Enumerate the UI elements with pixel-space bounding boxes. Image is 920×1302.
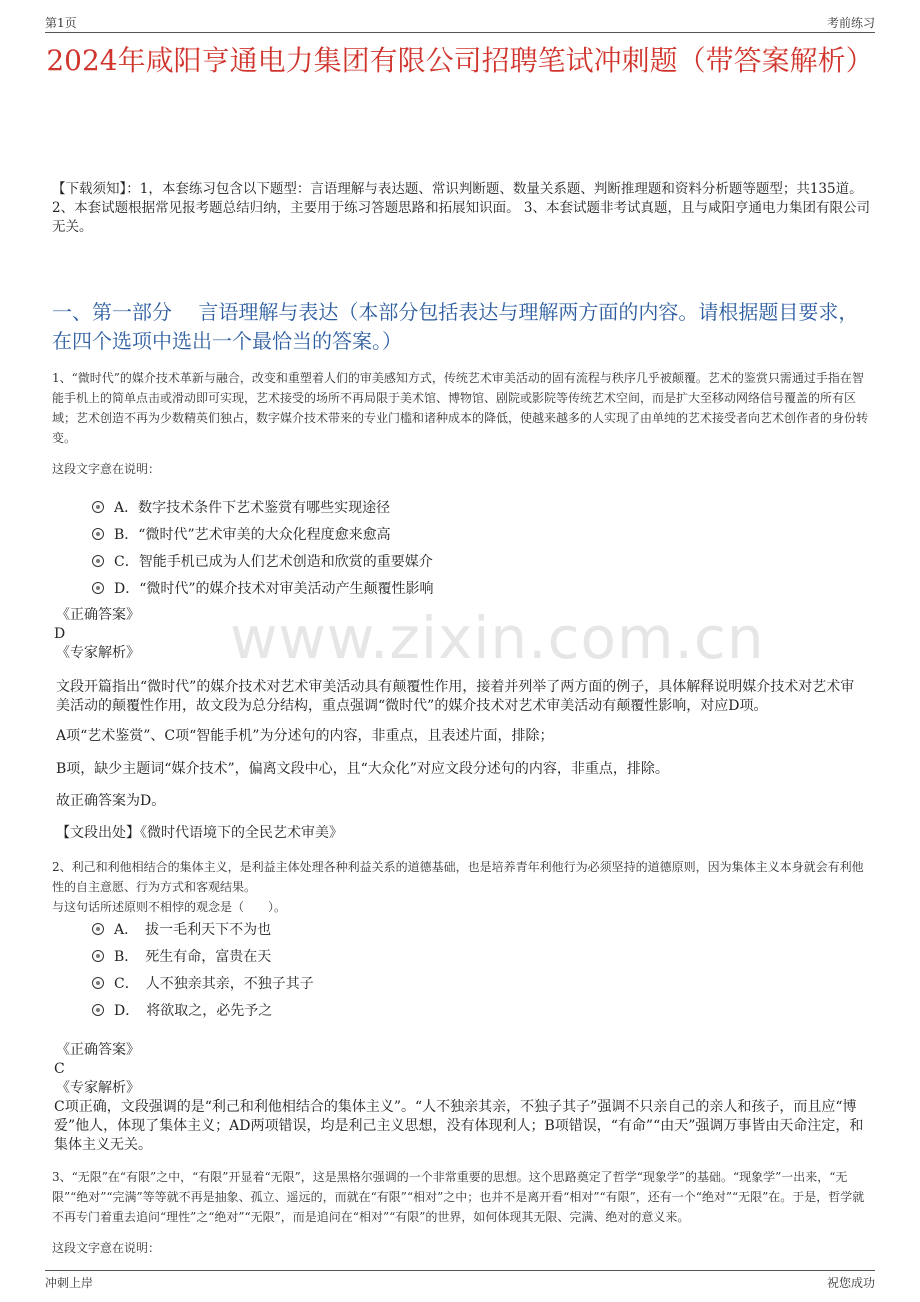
footer-right: 祝您成功 [826,1276,875,1290]
radio-icon[interactable] [92,950,104,962]
radio-icon[interactable] [92,582,104,594]
answer-label: 《正确答案》 [56,1042,140,1058]
analysis-paragraph: A项“艺术鉴赏”、C项“智能手机”为分述句的内容，非重点，且表述片面，排除； [56,728,554,744]
analysis-paragraph: 故正确答案为D。 [56,793,166,809]
answer-value: C [54,1061,65,1077]
question-2-ask: 与这句话所述原则不相悖的观念是（ ）。 [52,900,287,914]
analysis-paragraph: B项，缺少主题词“媒介技术”，偏离文段中心，且“大众化”对应文段分述句的内容，非重点，排除。 [56,761,669,777]
analysis-label: 《专家解析》 [56,1080,140,1096]
download-notice: 【下载须知】：1，本套练习包含以下题型：言语理解与表达题、常识判断题、数量关系题、判断推理题和资料分析题等题型；共135道。 2、本套试题根据常见报考题总结归纳，主要用于练习答题思路和拓展知识面。 3、本套试题非考试真题，且与咸阳亨通电力集团有限公司无关。 [52,181,870,235]
question-2-option-c[interactable]: C． 人不独亲其亲，不独子其子 [92,973,314,993]
analysis-paragraph: 文段开篇指出“微时代”的媒介技术对艺术审美活动具有颠覆性作用，接着并列举了两方面的例子，具体解释说明媒介技术对艺术审美活动的颠覆性作用，故文段为总分结构，重点强调“微时代”的媒介技术对艺术审美活动有颠覆性影响，对应D项。 [56,679,855,714]
question-3-ask: 这段文字意在说明： [52,1241,161,1255]
answer-value: D [54,626,66,642]
radio-icon[interactable] [92,977,104,989]
analysis-label: 《专家解析》 [56,645,140,661]
header-label: 考前练习 [826,16,875,30]
question-2-option-a[interactable]: A． 拔一毛利天下不为也 [92,919,271,939]
answer-label: 《正确答案》 [56,607,140,623]
question-2-stem: 2、利己和利他相结合的集体主义，是利益主体处理各种利益关系的道德基础，也是培养青年利他行为必须坚持的道德原则，因为集体主义本身就会有利他性的自主意愿、行为方式和客观结果。 [52,860,864,894]
question-3-stem: 3、“无限”在“有限”之中，“有限”开显着“无限”，这是黑格尔强调的一个非常重要的思想。这个思路奠定了哲学“现象学”的基础。“现象学”一出来，“无限”“绝对”“完满”等等就不再是抽象、孤立、遥远的，而就在“有限”“相对”之中；也并不是离开看“相对”“有限”，还有一个“绝对”“无限”在。于是，哲学就不再专门着重去追问“理性”之“绝对”“无限”，而是追问在“相对”“有限”的世界，如何体现其无限、完满、绝对的意义来。 [52,1170,865,1224]
radio-icon[interactable] [92,528,104,540]
question-2-option-d[interactable]: D． 将欲取之，必先予之 [92,1000,272,1020]
page-footer [45,1270,875,1291]
page-header [45,12,875,33]
question-1-option-b[interactable]: B．“微时代”艺术审美的大众化程度愈来愈高 [92,524,391,544]
radio-icon[interactable] [92,1004,104,1016]
section-heading: 一、第一部分 言语理解与表达（本部分包括表达与理解两方面的内容。请根据题目要求，在四个选项中选出一个最恰当的答案。） [52,300,859,353]
question-2-option-b[interactable]: B． 死生有命，富贵在天 [92,946,271,966]
footer-left: 冲刺上岸 [45,1276,94,1290]
question-1-option-d[interactable]: D．“微时代”的媒介技术对审美活动产生颠覆性影响 [92,578,434,598]
radio-icon[interactable] [92,555,104,567]
watermark: www.zixin.com.cn [230,604,765,672]
radio-icon[interactable] [92,923,104,935]
question-1-stem: 1、“微时代”的媒介技术革新与融合，改变和重塑着人们的审美感知方式，传统艺术审美活动的固有流程与秩序几乎被颠覆。艺术的鉴赏只需通过手指在智能手机上的简单点击或滑动即可实现，艺术接受的场所不再局限于美术馆、博物馆、剧院或影院等传统艺术空间，而是扩大至移动网络信号覆盖的所有区域；艺术创造不再为少数精英们独占，数字媒介技术带来的专业门槛和诸种成本的降低，使越来越多的人实现了由单纯的艺术接受者向艺术创作者的身份转变。 [52,371,869,445]
page-number: 第1页 [45,16,77,30]
radio-icon[interactable] [92,501,104,513]
question-1-option-c[interactable]: C．智能手机已成为人们艺术创造和欣赏的重要媒介 [92,551,433,571]
question-1-option-a[interactable]: A．数字技术条件下艺术鉴赏有哪些实现途径 [92,497,390,517]
question-1-ask: 这段文字意在说明： [52,462,161,476]
document-title: 2024年咸阳亨通电力集团有限公司招聘笔试冲刺题（带答案解析） [46,44,874,77]
analysis-paragraph: C项正确，文段强调的是“利己和利他相结合的集体主义”。“人不独亲其亲，不独子其子”强调不只亲自己的亲人和孩子，而且应“博爱”他人，体现了集体主义；AD两项错误，均是利己主义思想，没有体现利人；B项错误，“有命”“由天”强调万事皆由天命注定，和集体主义无关。 [54,1099,864,1153]
source-citation: 【文段出处】《微时代语境下的全民艺术审美》 [56,825,343,841]
